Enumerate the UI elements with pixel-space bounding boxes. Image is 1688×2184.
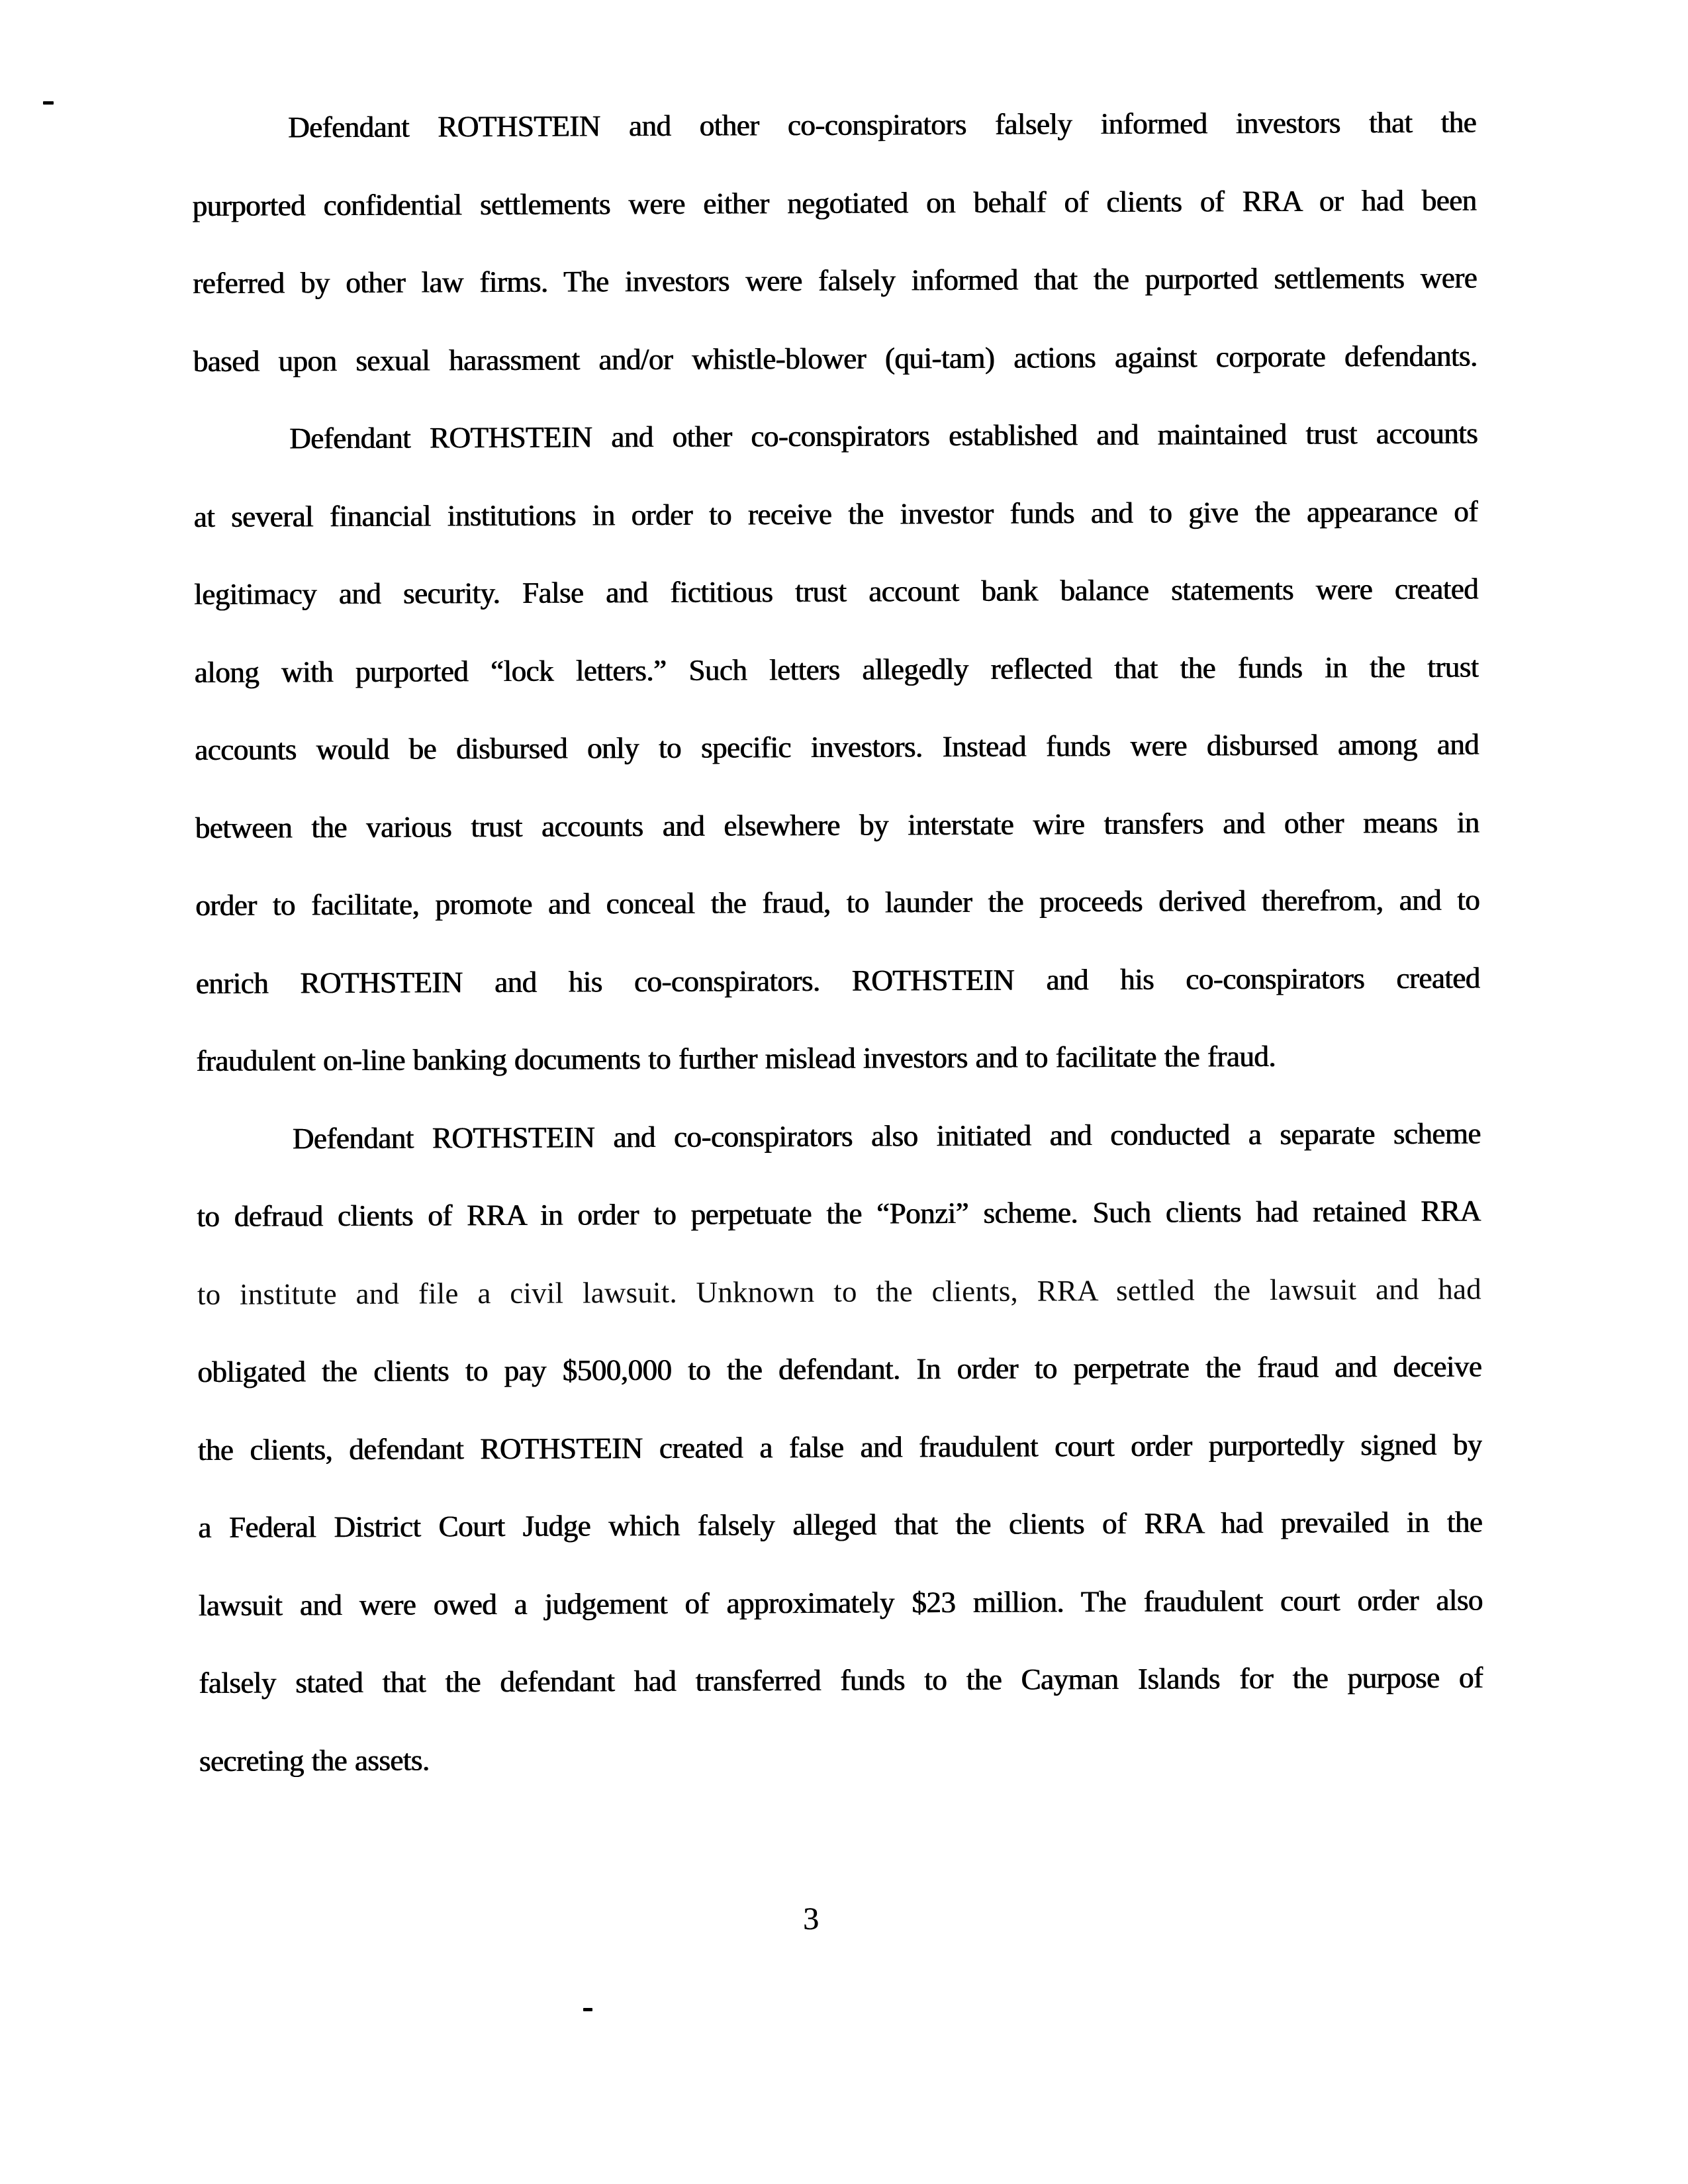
text-line: secreting the assets. (199, 1743, 430, 1778)
text-line: Defendant ROTHSTEIN and co-conspirators also initiated and conducted a separate scheme (292, 1116, 1481, 1155)
text-line: enrich ROTHSTEIN and his co-conspirators. ROTHSTEIN and his co-conspirators created (195, 961, 1480, 1000)
text-line: accounts would be disbursed only to specific investors. Instead funds were disbursed among and (195, 727, 1479, 766)
text-line: between the various trust accounts and elsewhere by interstate wire transfers and other means in (195, 805, 1479, 844)
text-line: to institute and file a civil lawsuit. Unknown to the clients, RRA settled the lawsuit and had (197, 1272, 1482, 1311)
text-line: the clients, defendant ROTHSTEIN created a false and fraudulent court order purportedly signed by (197, 1428, 1483, 1467)
text-line: falsely stated that the defendant had transferred funds to the Cayman Islands for the purpose of (199, 1661, 1483, 1700)
text-line: purported confidential settlements were either negotiated on behalf of clients of RRA or had been (192, 183, 1477, 222)
text-line: a Federal District Court Judge which falsely alleged that the clients of RRA had prevailed in the (198, 1505, 1483, 1544)
text-line: legitimacy and security. False and fictitious trust account bank balance statements were created (194, 572, 1479, 611)
scan-artifact-dash (43, 101, 54, 105)
text-line: Defendant ROTHSTEIN and other co-conspirators falsely informed investors that the (288, 105, 1477, 144)
scan-artifact-dash (583, 2008, 592, 2011)
text-line: fraudulent on-line banking documents to further mislead investors and to facilitate the fraud. (196, 1039, 1276, 1077)
text-line: Defendant ROTHSTEIN and other co-conspirators established and maintained trust accounts (289, 416, 1478, 455)
document-body (192, 84, 1483, 1800)
text-line: lawsuit and were owed a judgement of approximately $23 million. The fraudulent court order also (198, 1583, 1483, 1622)
text-line: at several financial institutions in order to receive the investor funds and to give the appearance of (193, 494, 1478, 533)
text-line: obligated the clients to pay $500,000 to the defendant. In order to perpetrate the fraud and deceive (197, 1349, 1482, 1388)
text-line: to defraud clients of RRA in order to perpetuate the “Ponzi” scheme. Such clients had retained RRA (197, 1194, 1481, 1233)
text-line: along with purported “lock letters.” Such letters allegedly reflected that the funds in the trust (194, 650, 1479, 689)
page-number: 3 (803, 1901, 819, 1936)
text-line: order to facilitate, promote and conceal the fraud, to launder the proceeds derived therefrom, and to (195, 883, 1480, 922)
text-line: referred by other law firms. The investors were falsely informed that the purported settlements were (193, 261, 1477, 300)
text-line: based upon sexual harassment and/or whistle-blower (qui-tam) actions against corporate defendants. (193, 339, 1477, 378)
